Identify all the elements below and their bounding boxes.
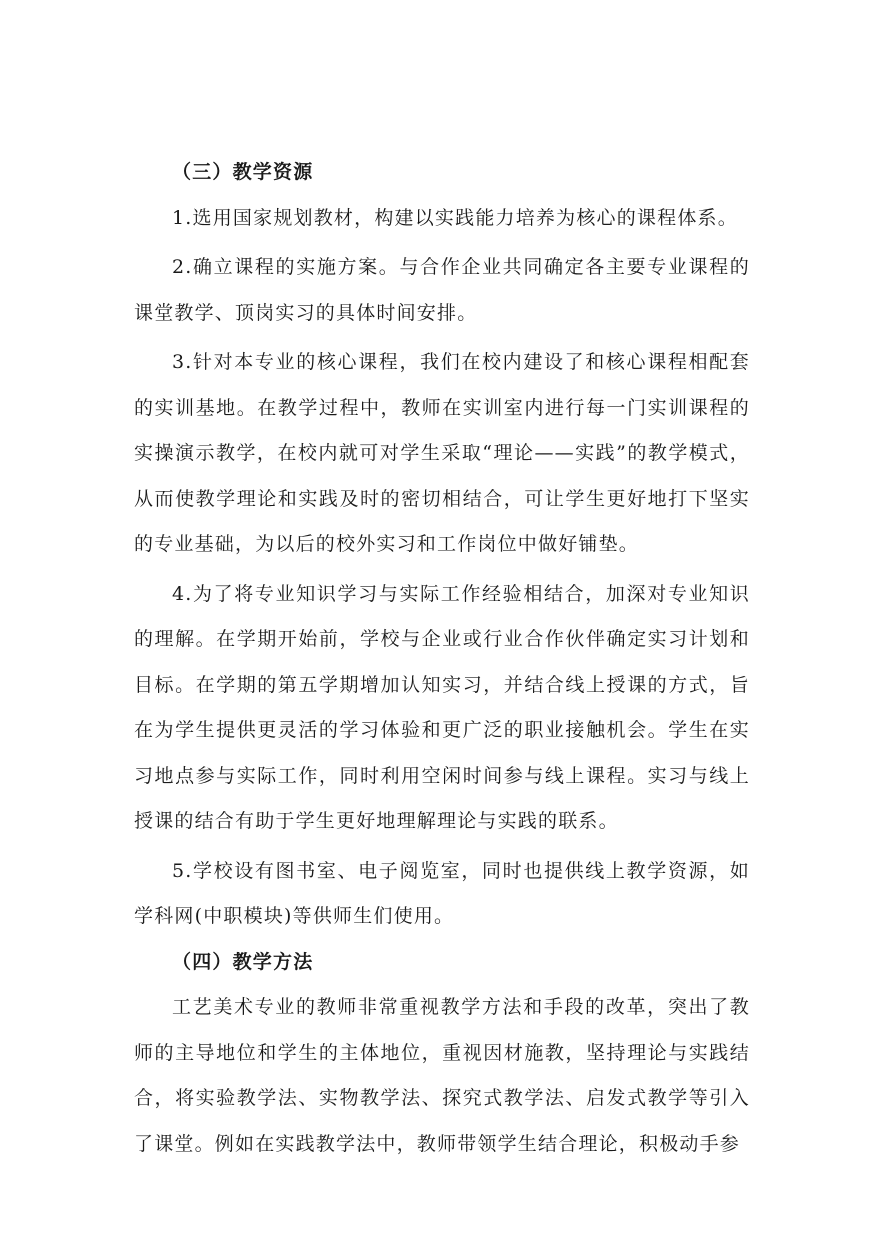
paragraph-method-1: 工艺美术专业的教师非常重视教学方法和手段的改革，突出了教师的主导地位和学生的主体地位，重视因材施教，坚持理论与实践结合，将实验教学法、实物教学法、探究式教学法、启发式教学等引入了课堂。例如在实践教学法中，教师带领学生结合理论，积极动手参 [134, 996, 750, 1155]
paragraph-resource-5: 5.学校设有图书室、电子阅览室，同时也提供线上教学资源，如学科网(中职模块)等供师生们使用。 [134, 859, 750, 927]
section-heading-teaching-methods: （四）教学方法 [172, 950, 314, 973]
paragraph-resource-3: 3.针对本专业的核心课程，我们在校内建设了和核心课程相配套的实训基地。在教学过程中，教师在实训室内进行每一门实训课程的实操演示教学，在校内就可对学生采取“理论——实践”的教学模式，从而使教学理论和实践及时的密切相结合，可让学生更好地打下坚实的专业基础，为以后的校外实习和工作岗位中做好铺垫。 [134, 351, 750, 555]
section-heading-teaching-resources: （三）教学资源 [172, 161, 314, 183]
paragraph-resource-4: 4.为了将专业知识学习与实际工作经验相结合，加深对专业知识的理解。在学期开始前，学校与企业或行业合作伙伴确定实习计划和目标。在学期的第五学期增加认知实习，并结合线上授课的方式，旨在为学生提供更灵活的学习体验和更广泛的职业接触机会。学生在实习地点参与实际工作，同时利用空闲时间参与线上课程。实习与线上授课的结合有助于学生更好地理解理论与实践的联系。 [134, 582, 750, 832]
paragraph-resource-1: 1.选用国家规划教材，构建以实践能力培养为核心的课程体系。 [172, 206, 738, 229]
document-body [134, 150, 750, 1167]
paragraph-resource-2: 2.确立课程的实施方案。与合作企业共同确定各主要专业课程的课堂教学、顶岗实习的具体时间安排。 [134, 256, 750, 324]
